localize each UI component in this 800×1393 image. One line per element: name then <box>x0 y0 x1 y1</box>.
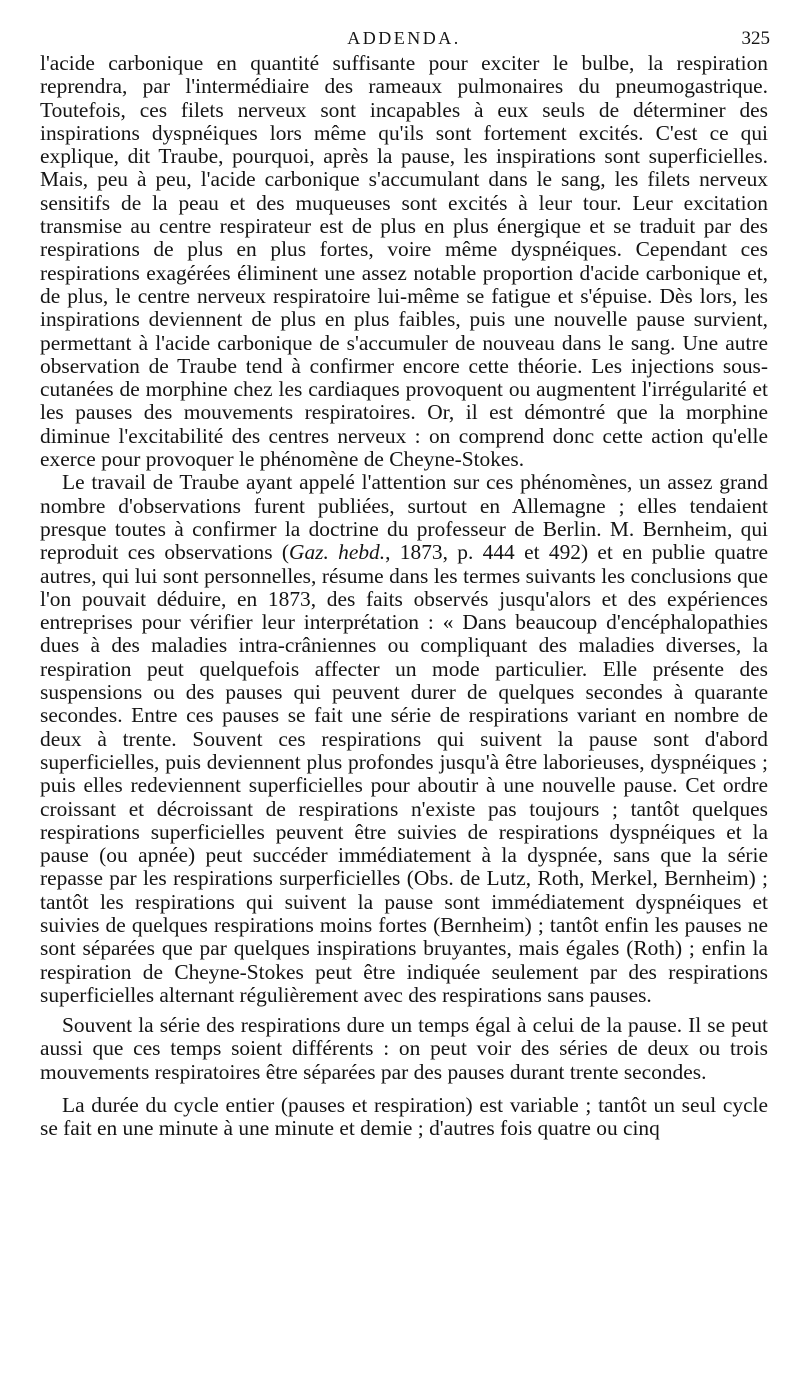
running-head: ADDENDA. <box>347 28 461 48</box>
body-text <box>40 52 768 1141</box>
paragraph-2 <box>40 471 768 1007</box>
paragraph-2-text-rest: , 1873, p. 444 et 492) et en publie quatre autres, qui lui sont personnelles, résume dans les termes suivants les conclusions que l'on pouvait déduire, en 1873, des faits observés jusqu'alors et des expériences entreprises pour vérifier leur interprétation : « Dans beaucoup d'encéphalopathies dues à des maladies intra-crâniennes ou compliquant des maladies diverses, la respiration peut quelquefois affecter un mode particulier. Elle présente des suspensions ou des pauses qui peuvent durer de quelques secondes à quarante secondes. Entre ces pauses se fait une série de respirations variant en nombre de deux à trente. Souvent ces respirations qui suivent la pause sont d'abord superficielles, puis deviennent plus profondes jusqu'à être laborieuses, dyspnéiques ; puis elles redeviennent superficielles pour aboutir à une nouvelle pause. Cet ordre croissant et décroissant de respirations n'existe pas toujours ; tantôt quelques respirations superficielles peuvent être suivies de respirations dyspnéiques et la pause (ou apnée) peut succéder immédiatement à la dyspnée, sans que la série repasse par les respirations surperficielles (Obs. de Lutz, Roth, Merkel, Bernheim) ; tantôt les respirations qui suivent la pause sont immédiatement dyspnéiques et suivies de quelques respirations moins fortes (Bernheim) ; tantôt enfin les pauses ne sont séparées que par quelques inspirations bruyantes, mais égales (Roth) ; enfin la respiration de Cheyne-Stokes peut être indiquée seulement par des respirations superficielles alternant régulièrement avec des respirations sans pauses. <box>40 540 769 1007</box>
paragraph-3 <box>40 1014 768 1084</box>
paragraph-3-text: Souvent la série des respirations dure un temps égal à celui de la pause. Il se peut aussi que ces temps soient différents : on peut voir des séries de deux ou trois mouvements respiratoires être séparées par des pauses durant trente secondes. <box>40 1013 768 1084</box>
citation-italic: Gaz. hebd. <box>289 540 386 565</box>
page-number: 325 <box>741 28 770 49</box>
document-page <box>40 0 768 1393</box>
paragraph-1 <box>40 52 768 471</box>
page-header <box>40 0 768 52</box>
paragraph-4-text: La durée du cycle entier (pauses et respiration) est variable ; tantôt un seul cycle se fait en une minute à une minute et demie ; d'autres fois quatre ou cinq <box>40 1093 768 1141</box>
paragraph-4 <box>40 1094 768 1141</box>
paragraph-2-text-start: Le travail de Traube ayant appelé l'attention sur ces phénomènes, un assez grand nombre d'observations furent publiées, surtout en Allemagne ; elles tendaient presque toutes à confirmer la doctrine du professeur de Berlin. M. Bernheim, qui reproduit ces observations ( <box>40 470 768 565</box>
paragraph-1-text: l'acide carbonique en quantité suffisante pour exciter le bulbe, la respiration reprendra, par l'intermédiaire des rameaux pulmonaires du pneumogastrique. Toutefois, ces filets nerveux sont incapables à eux seuls de déterminer des inspirations dyspnéiques lors même qu'ils sont fortement excités. C'est ce qui explique, dit Traube, pourquoi, après la pause, les inspirations sont superficielles. Mais, peu à peu, l'acide carbonique s'accumulant dans le sang, les filets nerveux sensitifs de la peau et des muqueuses sont excités à leur tour. Leur excitation transmise au centre respirateur est de plus en plus énergique et se traduit par des respirations de plus en plus fortes, voire même dyspnéiques. Cependant ces respirations exagérées éliminent une assez notable proportion d'acide carbonique et, de plus, le centre nerveux respiratoire lui-même se fatigue et s'épuise. Dès lors, les inspirations deviennent de plus en plus faibles, puis une nouvelle pause survient, permettant à l'acide carbonique de s'accumuler de nouveau dans le sang. Une autre observation de Traube tend à confirmer encore cette théorie. Les injections sous-cutanées de morphine chez les cardiaques provoquent ou augmentent l'irrégularité et les pauses des mouvements respiratoires. Or, il est démontré que la morphine diminue l'excitabilité des centres nerveux : on comprend donc cette action qu'elle exerce pour provoquer le phénomène de Cheyne-Stokes. <box>40 51 768 472</box>
